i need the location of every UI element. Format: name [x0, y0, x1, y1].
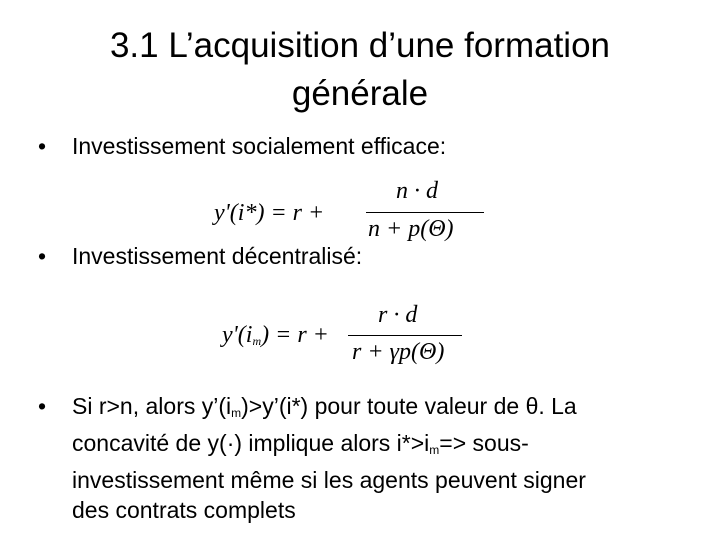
formula-lhs: $y'(i_m) = r$ + — [222, 322, 329, 348]
bullet-conclusion — [38, 391, 702, 525]
bullet-dot: • — [38, 133, 47, 159]
formula-numerator: r · d — [378, 302, 418, 328]
bullet-efficient-investment — [38, 131, 678, 161]
slide-title — [0, 22, 720, 118]
fraction-bar — [366, 212, 484, 213]
formula-lhs: y'(i*) = r + — [214, 200, 325, 226]
formula-efficient — [214, 178, 494, 248]
bullet-dot: • — [38, 243, 47, 269]
bullet-text — [72, 391, 702, 525]
formula-denominator: n + p(Θ) — [368, 216, 454, 242]
bullet-text: Investissement décentralisé: — [72, 243, 363, 269]
conclusion-line-1: Si r>n, alors $y’(i_m)>y’(i*)$ pour toute valeur de θ. La — [72, 393, 577, 420]
bullet-dot: • — [38, 393, 47, 419]
formula-denominator: r + γp(Θ) — [352, 339, 445, 365]
conclusion-line-4: des contrats complets — [72, 497, 296, 523]
bullet-decentralized-investment — [38, 241, 678, 271]
conclusion-line-3: investissement même si les agents peuvent signer — [72, 467, 586, 493]
title-line-2: générale — [291, 74, 429, 113]
formula-decentralized — [222, 302, 472, 372]
bullet-text: Investissement socialement efficace: — [72, 133, 447, 159]
title-line-1: 3.1 L’acquisition d’une formation — [109, 26, 611, 65]
fraction-bar — [348, 335, 462, 336]
conclusion-line-2: concavité de y(·) implique alors $i*>i_m=>$ sous- — [72, 430, 529, 457]
formula-numerator: n · d — [396, 178, 438, 204]
